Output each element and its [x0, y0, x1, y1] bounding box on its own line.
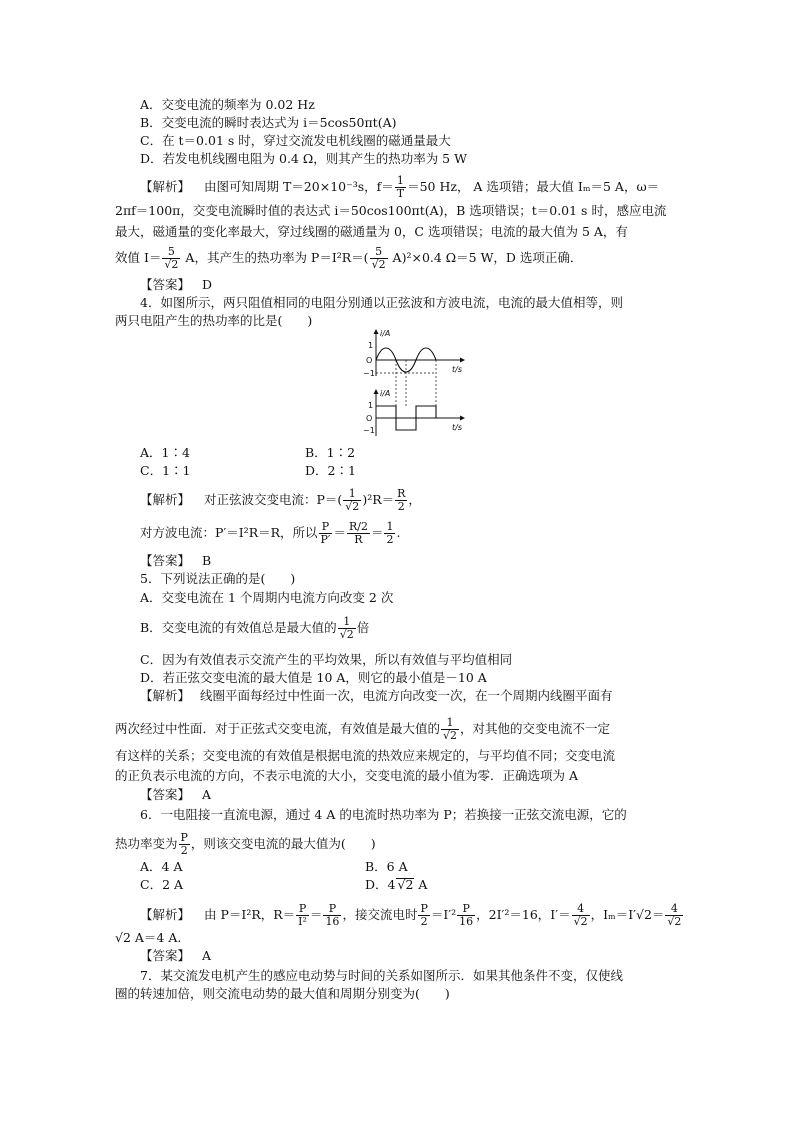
q6-stem-line1: 6．一电阻接一直流电源，通过 4 A 的电流时热功率为 P；若换接一正弦交流电源，它的 [140, 807, 627, 822]
q3-option-a: A．交变电流的频率为 0.02 Hz [140, 97, 315, 112]
q5-analysis-line2: 两次经过中性面．对于正弦式交变电流，有效值是最大值的 $\frac{1}{√2}$ ，对其他的交变电流不一定 [115, 716, 611, 742]
q7-stem-line1: 7．某交流发电机产生的感应电动势与时间的关系如图所示．如果其他条件不变，仅使线 [140, 968, 623, 983]
square-tick-neg1: −1 [363, 426, 375, 435]
q6-option-a: A．4 A [140, 859, 183, 874]
fraction: $\frac{5}{√2}$ [371, 245, 386, 271]
q4-option-c: C．1∶1 [140, 463, 191, 478]
q4-waveform-figure [360, 326, 470, 441]
q3-option-b: B．交变电流的瞬时表达式为 i＝5cos50πt(A) [140, 115, 397, 130]
arrow-icon [460, 358, 465, 363]
q4-stem-line2: 两只电阻产生的热功率的比是( ) [115, 313, 313, 328]
arrow-icon [374, 329, 379, 334]
analysis-label: 【解析】 [140, 179, 191, 194]
q5-analysis-line3: 有这样的关系；交变电流的有效值是根据电流的热效应来规定的，与平均值不同；交变电流 [115, 748, 616, 763]
q5-option-a: A．交变电流在 1 个周期内电流方向改变 2 次 [140, 590, 394, 605]
q5-answer: 【答案】 A [140, 787, 212, 802]
q3-analysis-text: ＝50 Hz， A 选项错；最大值 Iₘ＝5 A，ω＝ [407, 179, 660, 194]
q6-analysis-line2: √2 A＝4 A. [115, 930, 182, 945]
q6-option-c: C．2 A [140, 877, 184, 892]
arrow-icon [460, 416, 465, 421]
q6-analysis-line1: 【解析】 由 P＝I²R，R＝ $\frac{P}{\text{I²}}$ ＝ $\frac{P}{16}$ ，接交流电时 $\frac{P}{2}$ ＝I′² $\frac{P}{16}$ ，2I′²＝16，I′＝ $\frac{4}{√2}$ ，Iₘ＝I′√2＝ $\frac{4}{√2}$ [140, 902, 682, 928]
q3-analysis-line2: 2πf＝100π，交变电流瞬时值的表达式 i＝50cos100πt(A)，B 选项错误；t＝0.01 s 时，感应电流 [115, 203, 667, 218]
q4-option-b: B．1∶2 [305, 445, 356, 460]
square-origin: O [366, 414, 373, 423]
q5-option-b: B．交变电流的有效值总是最大值的 $\frac{1}{√2}$ 倍 [140, 615, 370, 641]
q4-answer: 【答案】 B [140, 553, 212, 568]
sine-tick-1: 1 [368, 341, 374, 350]
sine-tick-neg1: −1 [363, 369, 375, 378]
q6-option-d: D．4 √2 A [365, 877, 428, 892]
q3-option-c: C．在 t＝0.01 s 时，穿过交流发电机线圈的磁通量最大 [140, 133, 451, 148]
q6-answer: 【答案】 A [140, 948, 212, 963]
q5-option-d: D．若正弦交变电流的最大值是 10 A，则它的最小值是－10 A [140, 670, 487, 685]
q6-option-b: B．6 A [365, 859, 408, 874]
square-tick-1: 1 [368, 401, 374, 410]
sine-y-label: i/A [380, 329, 391, 338]
q6-stem-line2: 热功率变为 $\frac{P}{2}$ ，则该交变电流的最大值为( ) [115, 831, 376, 857]
square-y-label: i/A [380, 389, 391, 398]
fraction: $\frac{5}{√2}$ [164, 245, 179, 271]
q4-option-a: A．1∶4 [140, 445, 190, 460]
square-x-label: t/s [452, 423, 462, 432]
q7-stem-line2: 圈的转速加倍，则交流电动势的最大值和周期分别变为( ) [115, 986, 450, 1001]
arrow-icon [374, 389, 379, 394]
q3-analysis-text: 由图可知周期 T＝20×10⁻³s，f＝ [204, 179, 394, 194]
q4-option-d: D．2∶1 [305, 463, 356, 478]
sine-origin: O [366, 356, 373, 365]
q5-analysis-line1: 【解析】 线圈平面每经过中性面一次，电流方向改变一次，在一个周期内线圈平面有 [140, 688, 613, 703]
q5-stem: 5．下列说法正确的是( ) [140, 571, 296, 586]
q3-analysis-line3: 最大，磁通量的变化率最大，穿过线圈的磁通量为 0，C 选项错误；电流的最大值为 5 A，有 [115, 224, 628, 239]
q4-analysis-line1: 【解析】 对正弦波交变电流：P＝( $\frac{1}{√2}$ )²R＝ $\frac{R}{2}$ ， [140, 487, 421, 513]
q3-option-d: D．若发电机线圈电阻为 0.4 Ω，则其产生的热功率为 5 W [140, 151, 467, 166]
q3-analysis-line4: 效值 I＝ $\frac{5}{√2}$ A，其产生的热功率为 P＝I²R＝( $\frac{5}{√2}$ A)²×0.4 Ω＝5 W，D 选项正确． [115, 245, 583, 271]
sine-x-label: t/s [452, 365, 462, 374]
q4-analysis-line2: 对方波电流：P′＝I²R＝R，所以 $\frac{P}{P'}$ ＝ $\frac{R/2}{R}$ ＝ $\frac{1}{2}$ . [140, 520, 401, 546]
q5-analysis-line4: 的正负表示电流的方向，不表示电流的大小，交变电流的最小值为零．正确选项为 A [115, 768, 579, 783]
fraction: $\frac{1}{T}$ [396, 174, 405, 200]
q5-option-c: C．因为有效值表示交流产生的平均效果，所以有效值与平均值相同 [140, 652, 513, 667]
q3-analysis-line1 [140, 175, 659, 200]
q4-stem-line1: 4．如图所示，两只阻值相同的电阻分别通以正弦波和方波电流，电流的最大值相等，则 [140, 295, 623, 310]
q3-answer: 【答案】 D [140, 277, 213, 292]
